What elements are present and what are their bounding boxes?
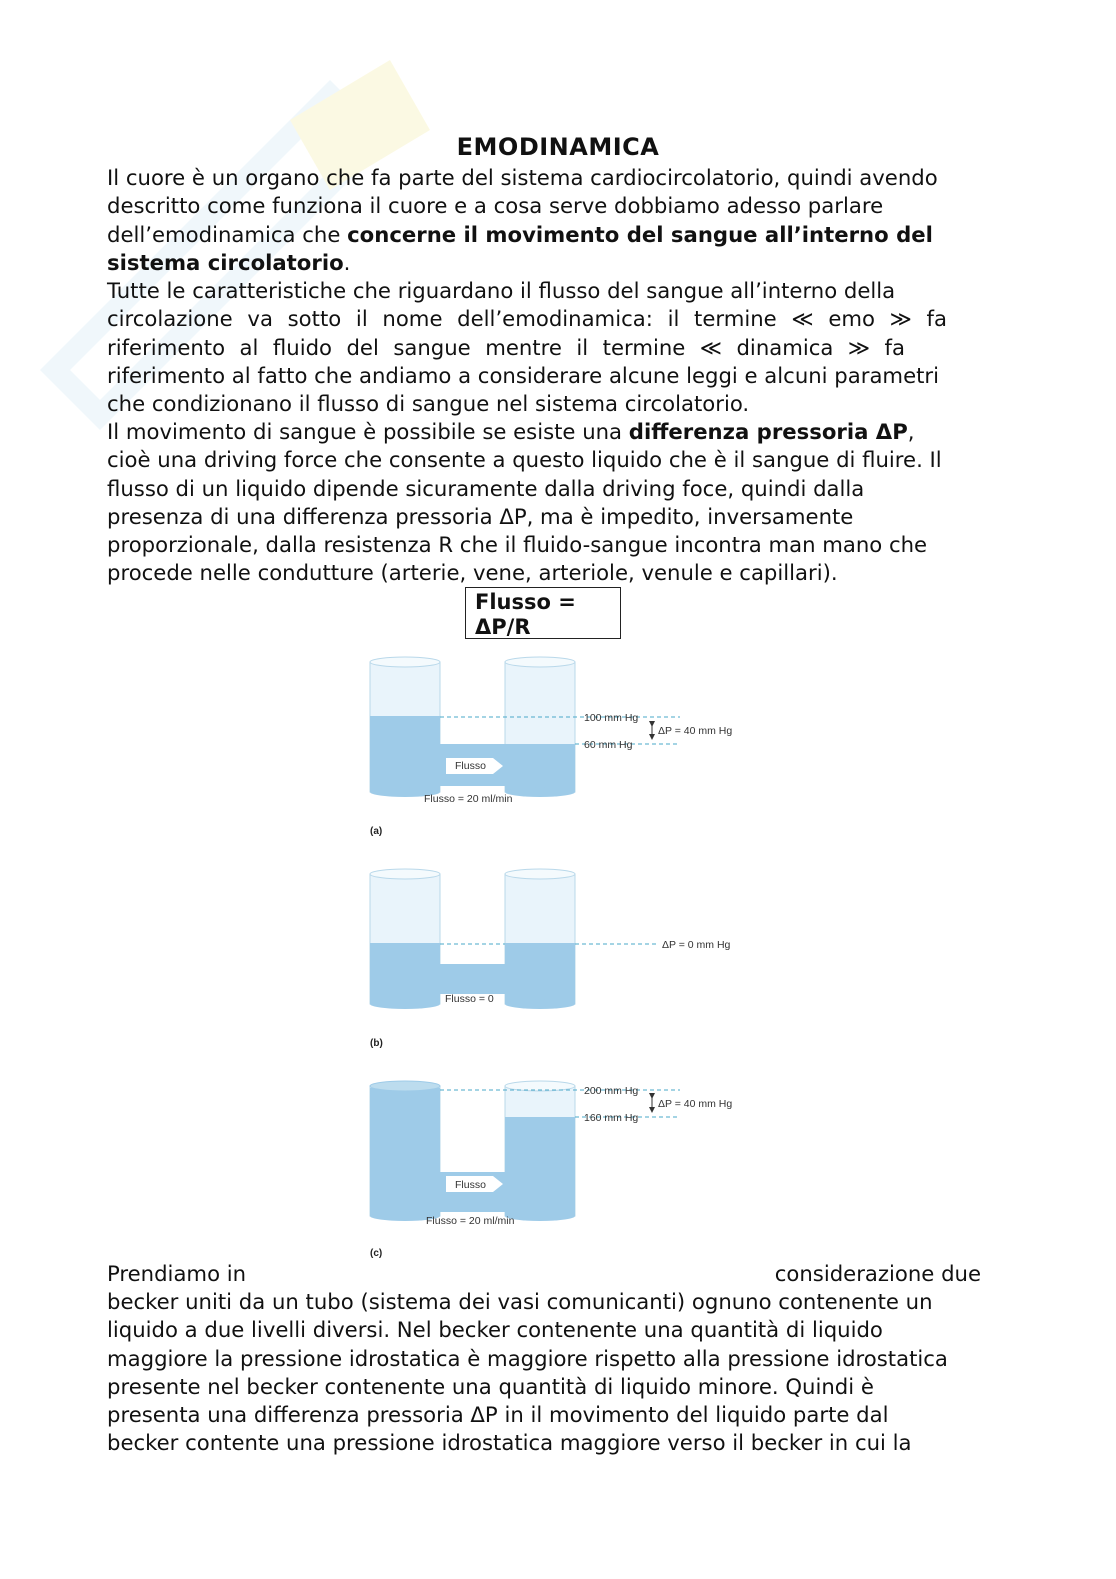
formula-line: Flusso = xyxy=(475,590,576,614)
text-span: considerazione due xyxy=(774,1261,981,1286)
communicating-vessels-figure xyxy=(360,648,760,1266)
text-span: Il movimento di sangue è possibile se esiste una xyxy=(107,419,629,444)
bold-span: concerne il movimento del sangue all’interno del xyxy=(347,221,933,247)
text-line: presenta una differenza pressoria ΔP in il movimento del liquido parte dal xyxy=(107,1402,889,1428)
paragraph-definition xyxy=(107,277,1007,418)
delta-label: ΔP = 0 mm Hg xyxy=(662,939,731,951)
text-line: descritto come funziona il cuore e a cosa serve dobbiamo adesso parlare xyxy=(107,193,884,219)
liquid-right xyxy=(505,744,575,792)
text-line: proporzionale, dalla resistenza R che il fluido-sangue incontra man mano che xyxy=(107,532,928,558)
connecting-tube xyxy=(440,964,507,994)
high-level-label: 200 mm Hg xyxy=(584,1085,639,1097)
flow-rate-label: Flusso = 20 ml/min xyxy=(426,1215,515,1227)
text-span: , xyxy=(907,419,915,444)
text-line: presente nel becker contenente una quantità di liquido minore. Quindi è xyxy=(107,1373,874,1399)
panel-label: (b) xyxy=(370,1038,383,1049)
high-level-label: 100 mm Hg xyxy=(584,712,639,724)
text-line: riferimento al fatto che andiamo a considerare alcune leggi e alcuni parametri xyxy=(107,362,940,388)
panel-label: (c) xyxy=(370,1248,383,1259)
bold-span: differenza pressoria ΔP xyxy=(628,419,908,444)
text-line: Tutte le caratteristiche che riguardano il flusso del sangue all’interno della xyxy=(107,278,896,303)
liquid-left xyxy=(370,1088,440,1216)
text-line: liquido a due livelli diversi. Nel becker contenente una quantità di liquido xyxy=(107,1317,883,1343)
liquid-left xyxy=(370,943,440,1004)
paragraph-beaker xyxy=(107,1288,1007,1458)
delta-label: ΔP = 40 mm Hg xyxy=(658,1098,733,1110)
paragraph-intro xyxy=(107,164,1007,277)
paragraph-pressure xyxy=(107,418,1007,588)
text-line: procede nelle condutture (arterie, vene, arteriole, venule e capillari). xyxy=(107,560,838,586)
formula-box xyxy=(465,587,621,639)
panel-c xyxy=(370,1081,732,1259)
text-line: becker uniti da un tubo (sistema dei vasi comunicanti) ognuno contenente un xyxy=(107,1289,933,1314)
bold-span: sistema circolatorio xyxy=(107,249,344,275)
text-span: . xyxy=(343,249,351,275)
text-line: riferimento al fluido del sangue mentre il termine ≪ dinamica ≫ fa xyxy=(107,334,905,360)
text-line: flusso di un liquido dipende sicuramente dalla driving foce, quindi dalla xyxy=(107,475,865,501)
text-line xyxy=(107,249,1007,277)
panel-b xyxy=(370,869,731,1049)
text-line xyxy=(107,221,1007,249)
formula-line: ΔP/R xyxy=(475,615,531,639)
panel-a xyxy=(370,657,732,837)
text-line: presenza di una differenza pressoria ΔP, ma è impedito, inversamente xyxy=(107,503,854,529)
text-line xyxy=(107,418,1007,446)
flow-arrow-label: Flusso xyxy=(455,760,486,772)
low-level-label: 160 mm Hg xyxy=(584,1112,639,1124)
liquid-right xyxy=(505,1117,575,1216)
panel-label: (a) xyxy=(370,826,383,837)
text-line: becker contente una pressione idrostatica maggiore verso il becker in cui la xyxy=(107,1430,912,1456)
text-line: Il cuore è un organo che fa parte del sistema cardiocircolatorio, quindi avendo xyxy=(107,165,938,190)
text-span: Prendiamo in xyxy=(107,1261,247,1286)
text-line: maggiore la pressione idrostatica è maggiore rispetto alla pressione idrostatica xyxy=(107,1345,948,1371)
text-line: che condizionano il flusso di sangue nel sistema circolatorio. xyxy=(107,391,750,417)
flow-rate-label: Flusso = 0 xyxy=(445,993,494,1005)
flow-rate-label: Flusso = 20 ml/min xyxy=(424,793,513,805)
text-line: circolazione va sotto il nome dell’emodinamica: il termine ≪ emo ≫ fa xyxy=(107,306,947,332)
liquid-left xyxy=(370,716,440,792)
text-line: cioè una driving force che consente a questo liquido che è il sangue di fluire. Il xyxy=(107,447,942,473)
delta-label: ΔP = 40 mm Hg xyxy=(658,725,733,737)
low-level-label: 60 mm Hg xyxy=(584,739,633,751)
flow-arrow-label: Flusso xyxy=(455,1179,486,1191)
liquid-right xyxy=(505,943,575,1004)
page-title: EMODINAMICA xyxy=(456,133,660,161)
text-span: dell’emodinamica che xyxy=(107,221,348,247)
